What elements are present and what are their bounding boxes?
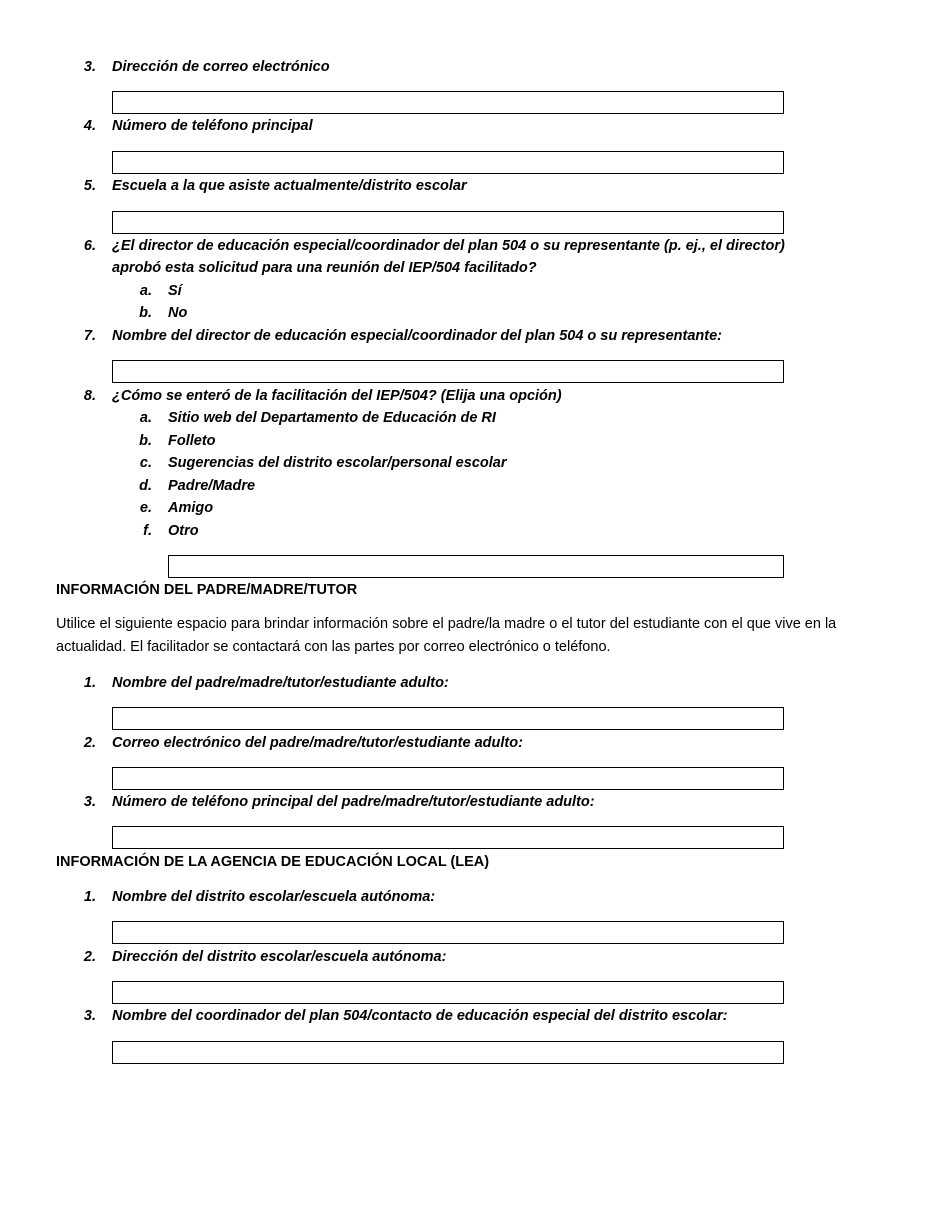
parent-name-field[interactable] <box>112 707 784 730</box>
question-number: 3. <box>83 794 96 810</box>
question-label: Número de teléfono principal <box>112 118 313 134</box>
other-field[interactable] <box>168 555 784 578</box>
question-label: Dirección del distrito escolar/escuela autónoma: <box>112 949 447 965</box>
option-letter: c. <box>139 455 152 471</box>
phone-field[interactable] <box>112 151 784 174</box>
question-label: ¿El director de educación especial/coordinador del plan 504 o su representante (p. ej., el director) <box>112 238 785 254</box>
email-field[interactable] <box>112 91 784 114</box>
option-label: Sitio web del Departamento de Educación de RI <box>168 410 496 426</box>
question-label: Nombre del padre/madre/tutor/estudiante adulto: <box>112 675 449 691</box>
question-number: 1. <box>83 675 96 691</box>
question-label: Correo electrónico del padre/madre/tutor/estudiante adulto: <box>112 735 523 751</box>
option-letter: a. <box>139 283 152 299</box>
question-number: 2. <box>83 949 96 965</box>
option-letter: d. <box>139 478 152 494</box>
question-number: 8. <box>83 388 96 404</box>
question-number: 4. <box>83 118 96 134</box>
coordinator-name-field[interactable] <box>112 1041 784 1064</box>
option-label: Otro <box>168 523 199 539</box>
question-label: ¿Cómo se enteró de la facilitación del IEP/504? (Elija una opción) <box>112 388 562 404</box>
option-label: Sugerencias del distrito escolar/personal escolar <box>168 455 507 471</box>
question-label: Nombre del coordinador del plan 504/contacto de educación especial del distrito escolar: <box>112 1008 728 1024</box>
section-heading-parent: INFORMACIÓN DEL PADRE/MADRE/TUTOR <box>56 582 358 598</box>
question-number: 6. <box>83 238 96 254</box>
section-heading-lea: INFORMACIÓN DE LA AGENCIA DE EDUCACIÓN LOCAL (LEA) <box>56 854 490 870</box>
option-label: Sí <box>168 283 182 299</box>
option-letter: a. <box>139 410 152 426</box>
option-label: Amigo <box>168 500 214 516</box>
option-letter: f. <box>143 523 152 539</box>
parent-email-field[interactable] <box>112 767 784 790</box>
question-label-cont: aprobó esta solicitud para una reunión del IEP/504 facilitado? <box>112 260 537 276</box>
question-number: 1. <box>83 889 96 905</box>
question-label: Dirección de correo electrónico <box>112 59 330 75</box>
option-label: Folleto <box>168 433 216 449</box>
section-intro: Utilice el siguiente espacio para brindar información sobre el padre/la madre o el tutor del estudiante con el que vive en la actualidad. El facilitador se contactará con las partes por correo electrónico o teléfono. <box>56 616 837 655</box>
option-label: Padre/Madre <box>168 478 256 494</box>
question-number: 7. <box>83 328 96 344</box>
option-label: No <box>168 305 188 321</box>
school-field[interactable] <box>112 211 784 234</box>
option-letter: b. <box>139 305 152 321</box>
option-letter: b. <box>139 433 152 449</box>
director-name-field[interactable] <box>112 360 784 383</box>
question-label: Número de teléfono principal del padre/madre/tutor/estudiante adulto: <box>112 794 595 810</box>
district-name-field[interactable] <box>112 921 784 944</box>
option-letter: e. <box>139 500 152 516</box>
question-label: Escuela a la que asiste actualmente/distrito escolar <box>112 178 467 194</box>
question-number: 5. <box>83 178 96 194</box>
question-number: 2. <box>83 735 96 751</box>
question-number: 3. <box>83 59 96 75</box>
question-label: Nombre del distrito escolar/escuela autónoma: <box>112 889 436 905</box>
question-number: 3. <box>83 1008 96 1024</box>
parent-phone-field[interactable] <box>112 826 784 849</box>
district-address-field[interactable] <box>112 981 784 1004</box>
question-label: Nombre del director de educación especial/coordinador del plan 504 o su representante: <box>112 328 722 344</box>
